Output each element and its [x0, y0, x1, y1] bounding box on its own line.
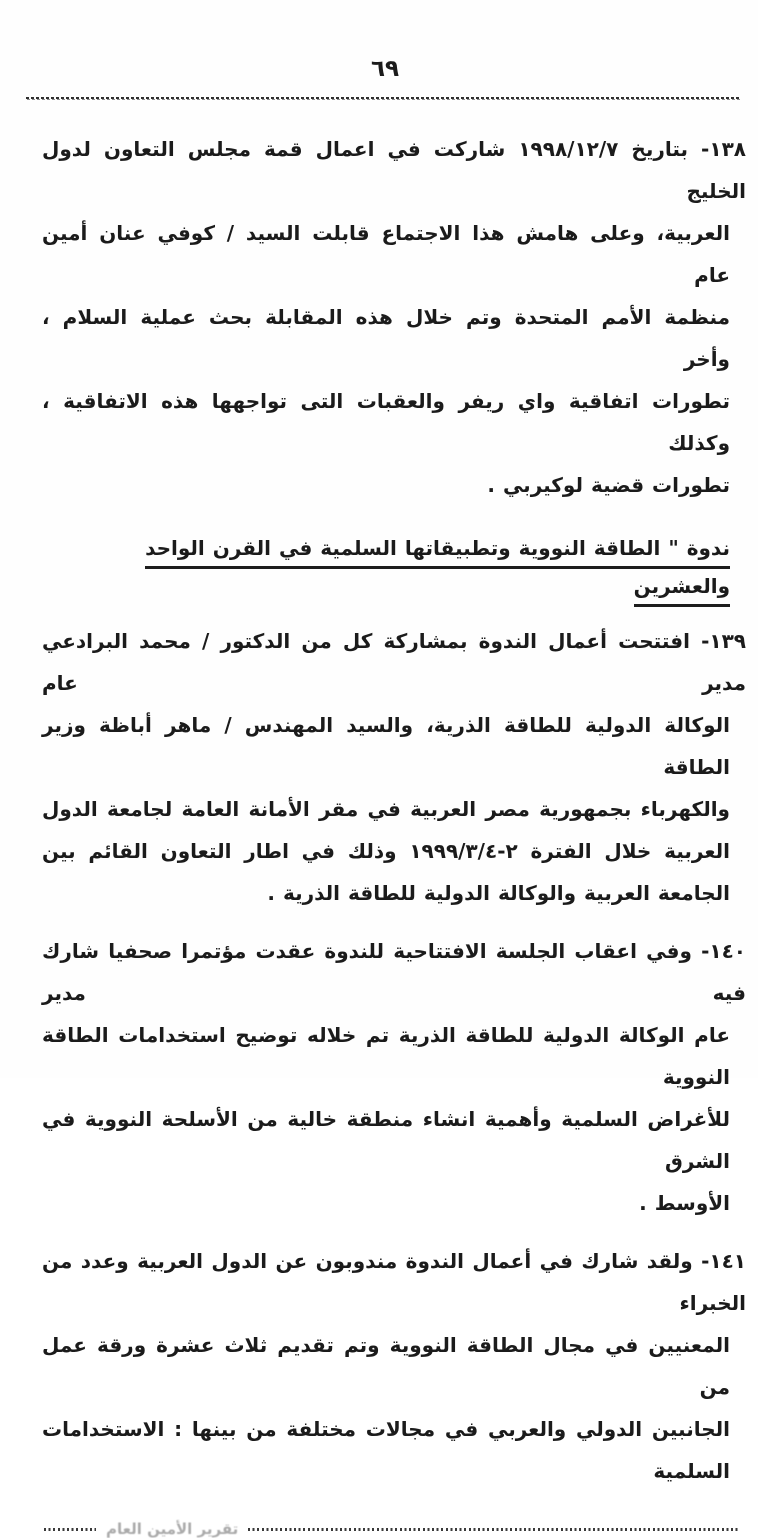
text-line: الجامعة العربية والوكالة الدولية للطاقة الذرية .: [267, 881, 730, 905]
footer-note: تقرير الأمين العام: [106, 1520, 239, 1538]
paragraph-139: [42, 620, 746, 914]
page-number: [0, 0, 758, 84]
footer-dash-left: [44, 1528, 96, 1531]
footer: [44, 1520, 738, 1538]
text-line: ١٤١- ولقد شارك في أعمال الندوة مندوبون عن الدول العربية وعدد من الخبراء: [42, 1249, 746, 1315]
document-body: [0, 128, 758, 1492]
paragraph-138: [42, 128, 746, 506]
page-number-value: ٦٩: [370, 56, 400, 82]
text-line: الوكالة الدولية للطاقة الذرية، والسيد المهندس / ماهر أباظة وزير الطاقة: [42, 713, 730, 779]
text-line: تطورات اتفاقية واي ريفر والعقبات التى تواجهها هذه الاتفاقية ، وكذلك: [42, 389, 730, 455]
section-heading: [42, 530, 746, 606]
text-line: ١٤٠- وفي اعقاب الجلسة الافتتاحية للندوة عقدت مؤتمرا صحفيا شارك فيه مدير: [42, 939, 746, 1005]
text-line: والكهرباء بجمهورية مصر العربية في مقر الأمانة العامة لجامعة الدول: [42, 797, 730, 821]
text-line: منظمة الأمم المتحدة وتم خلال هذه المقابلة بحث عملية السلام ، وأخر: [42, 305, 730, 371]
text-line: الجانبين الدولي والعربي في مجالات مختلفة من بينها : الاستخدامات السلمية: [42, 1417, 730, 1483]
text-line: العربية، وعلى هامش هذا الاجتماع قابلت السيد / كوفي عنان أمين عام: [42, 221, 730, 287]
header-rule: [26, 97, 740, 100]
paragraph-141: [42, 1240, 746, 1492]
text-line: الأوسط .: [639, 1191, 730, 1215]
text-line: ١٣٩- افتتحت أعمال الندوة بمشاركة كل من الدكتور / محمد البرادعي مدير عام: [42, 629, 746, 695]
paragraph-140: [42, 930, 746, 1224]
text-line: العربية خلال الفترة ٢-١٩٩٩/٣/٤ وذلك في اطار التعاون القائم بين: [42, 839, 730, 863]
text-line: عام الوكالة الدولية للطاقة الذرية تم خلاله توضيح استخدامات الطاقة النووية: [42, 1023, 730, 1089]
text-line: تطورات قضية لوكيربي .: [487, 473, 730, 497]
text-line: للأغراض السلمية وأهمية انشاء منطقة خالية من الأسلحة النووية في الشرق: [42, 1107, 730, 1173]
section-heading-text: ندوة " الطاقة النووية وتطبيقاتها السلمية في القرن الواحد والعشرين: [145, 536, 730, 607]
footer-dash-right: [248, 1528, 738, 1531]
text-line: ١٣٨- بتاريخ ١٩٩٨/١٢/٧ شاركت في اعمال قمة مجلس التعاون لدول الخليج: [42, 137, 746, 203]
text-line: المعنيين في مجال الطاقة النووية وتم تقديم ثلاث عشرة ورقة عمل من: [42, 1333, 730, 1399]
